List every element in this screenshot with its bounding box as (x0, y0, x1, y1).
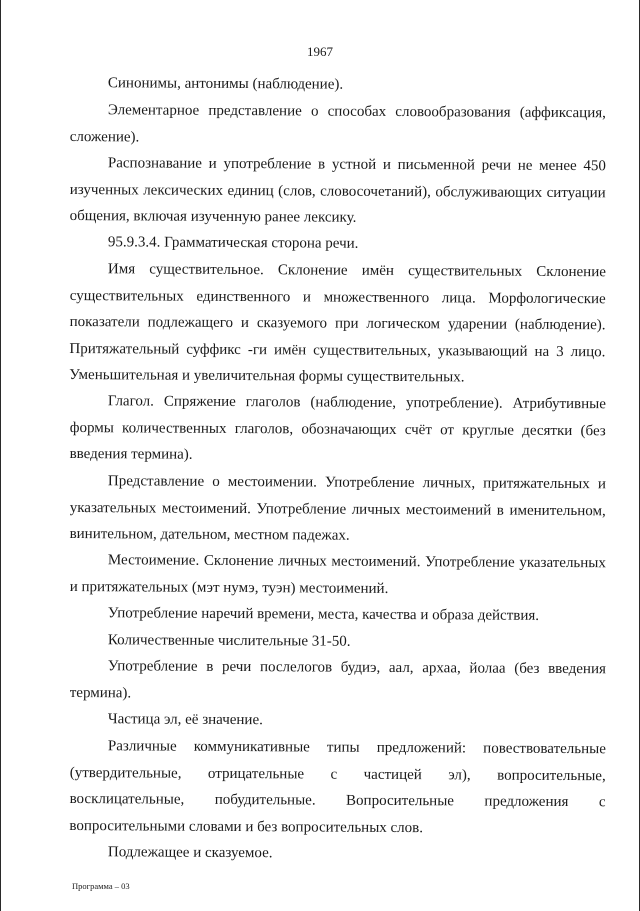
paragraph-pronoun-declension: Местоимение. Склонение личных местоимений. Употребление указательных и притяжательных (мэт нумэ, туэн) местоимений. (69, 552, 606, 597)
paragraph-verb: Глагол. Спряжение глаголов (наблюдение, употребление). Атрибутивные формы количественных глаголов, обозначающих счёт от круглые десятки (без введения термина). (69, 393, 606, 463)
document-body (70, 70, 606, 865)
paragraph-pronoun-intro: Представление о местоимении. Употребление личных, притяжательных и указательных местоимений. Употребление личных местоимений в именительном, винительном, дательном, местном падежах. (69, 472, 606, 544)
paragraph-adverbs: Употребление наречий времени, места, качества и образа действия. (107, 605, 540, 624)
footer-program-label: Программа – 03 (72, 881, 130, 891)
section-heading-grammar: 95.9.3.4. Грамматическая сторона речи. (107, 234, 359, 252)
paragraph-subject-predicate: Подлежащее и сказуемое. (107, 843, 273, 861)
page-number: 1967 (307, 44, 333, 59)
paragraph-sentence-types: Различные коммуникативные типы предложений: повествовательные (утвердительные, отрицательные с частицей эл), вопросительные, восклицательные, побудительные. Вопросительные предложения с вопросительными словами и без вопросительных слов. (69, 737, 606, 836)
paragraph-lexical-units: Распознавание и употребление в устной и письменной речи не менее 450 изученных лексических единиц (слов, словосочетаний), обслуживающих ситуации общения, включая изученную ранее лексику. (69, 154, 606, 226)
paragraph-synonyms: Синонимы, антонимы (наблюдение). (107, 75, 344, 93)
paragraph-word-formation: Элементарное представление о способах словообразования (аффиксация, сложение). (69, 101, 606, 145)
paragraph-postpositions: Употребление в речи послелогов будиэ, аал, архаа, йолаа (без введения термина). (69, 658, 606, 701)
paragraph-numerals: Количественные числительные 31-50. (107, 631, 351, 650)
paragraph-particle: Частица эл, её значение. (107, 711, 263, 729)
paragraph-noun: Имя существительное. Склонение имён существительных Склонение существительных единственного и множественного лица. Морфологические показатели подлежащего и сказуемого при логическом ударении (наблюдение). Притяжательный суффикс -ги имён существительных, указывающий на 3 лицо. Уменьшительная и увеличительная формы существительных. (69, 260, 606, 385)
